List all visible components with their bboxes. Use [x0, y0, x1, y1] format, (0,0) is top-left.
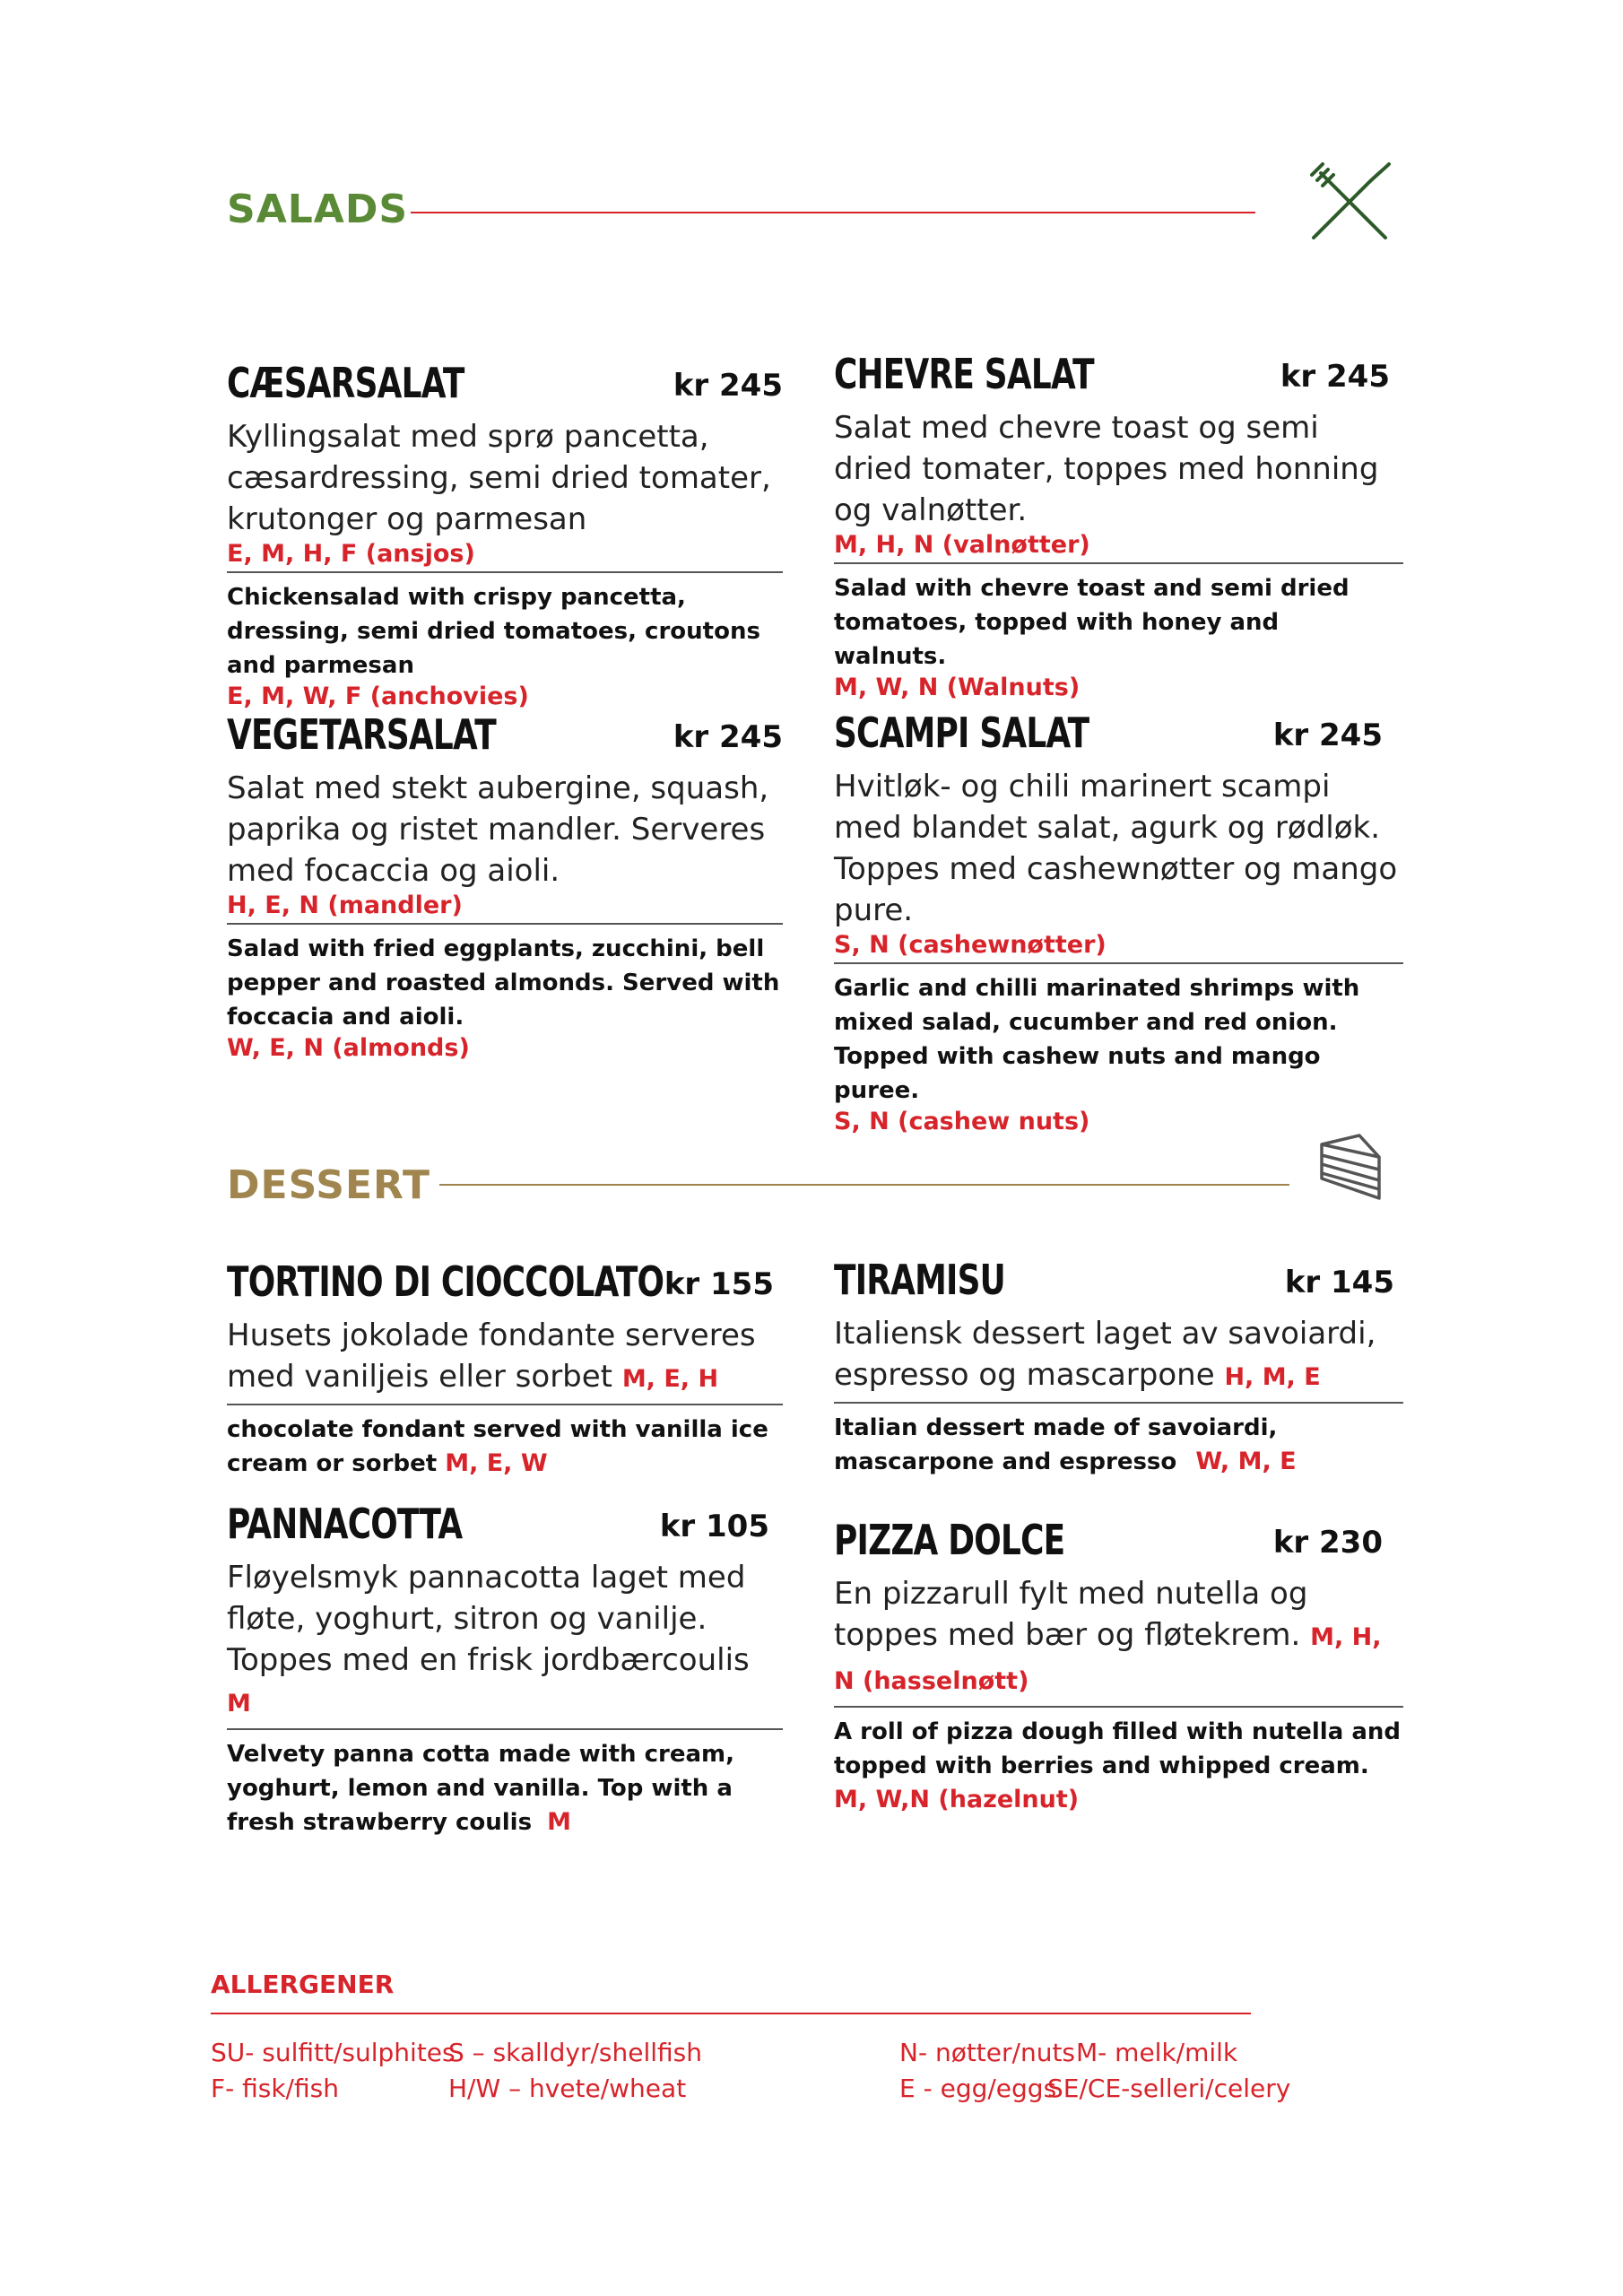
item-description-en: Chickensalad with crispy pancetta, dressing, semi dried tomatoes, croutons and parmesan — [227, 584, 760, 679]
item-allergens-no: M, H, N (valnøtter) — [834, 531, 1090, 559]
item-divider — [227, 571, 783, 573]
menu-item-scampi-salat — [834, 709, 1403, 1135]
item-price: kr 245 — [673, 368, 783, 404]
menu-item-caesarsalat — [227, 359, 783, 710]
item-description-en: Garlic and chilli marinated shrimps with mixed salad, cucumber and red onion. Topped with cashew nuts and mango puree. — [834, 975, 1360, 1104]
item-name: CÆSARSALAT — [227, 359, 464, 407]
item-description-en-text: chocolate fondant served with vanilla ice cream or sorbet — [227, 1416, 768, 1477]
legend-entry: E - egg/eggs — [899, 2074, 1057, 2103]
item-price: kr 230 — [1272, 1525, 1383, 1561]
cake-slice-icon — [1316, 1132, 1384, 1204]
dessert-title: DESSERT — [227, 1162, 430, 1208]
item-description-en — [227, 1413, 783, 1481]
dessert-divider — [439, 1184, 1289, 1186]
item-description-text: Fløyelsmyk pannacotta laget med fløte, yoghurt, sitron og vanilje. Toppes med en frisk jordbærcoulis — [227, 1560, 750, 1678]
item-description-en-text: A roll of pizza dough filled with nutella and topped with berries and whipped cream. — [834, 1718, 1401, 1779]
item-description-en: Salad with chevre toast and semi dried tomatoes, topped with honey and walnuts. — [834, 575, 1350, 670]
item-price: kr 105 — [659, 1509, 769, 1544]
item-allergens-en: M, E, W — [445, 1449, 548, 1477]
item-description — [227, 1315, 783, 1400]
item-description: Salat med stekt aubergine, squash, paprika og ristet mandler. Serveres med focaccia og aioli. — [227, 770, 769, 889]
item-name: TORTINO DI CIOCCOLATO — [227, 1257, 664, 1306]
item-description-en-text: Velvety panna cotta made with cream, yoghurt, lemon and vanilla. Top with a fresh strawberry coulis — [227, 1741, 734, 1836]
menu-item-pannacotta — [227, 1500, 783, 1839]
item-allergens-no: M — [227, 1690, 251, 1718]
item-name: PANNACOTTA — [227, 1500, 463, 1548]
item-description-en — [834, 1715, 1403, 1817]
item-name: VEGETARSALAT — [227, 710, 496, 759]
item-allergens-no: M, H, N (hasselnøtt) — [834, 1623, 1382, 1695]
item-price: kr 145 — [1284, 1265, 1394, 1300]
legend-entry: N- nøtter/nuts — [899, 2038, 1076, 2067]
item-allergens-en: W, M, E — [1195, 1448, 1297, 1475]
legend-entry: S – skalldyr/shellfish — [448, 2038, 702, 2067]
allergen-legend-divider — [211, 2013, 1251, 2014]
item-price: kr 155 — [664, 1266, 774, 1302]
item-divider — [227, 1404, 783, 1405]
item-allergens-en: M, W,N (hazelnut) — [834, 1786, 1080, 1813]
item-price: kr 245 — [1272, 718, 1383, 753]
salads-divider — [411, 212, 1255, 213]
legend-entry: H/W – hvete/wheat — [448, 2074, 687, 2103]
fork-knife-icon — [1305, 157, 1394, 247]
item-allergens-no: E, M, H, F (ansjos) — [227, 540, 475, 568]
item-allergens-no: H, E, N (mandler) — [227, 891, 463, 919]
item-description: Salat med chevre toast og semi dried tomater, toppes med honning og valnøtter. — [834, 410, 1379, 528]
item-name: TIRAMISU — [834, 1256, 1006, 1304]
item-description-text: Italiensk dessert laget av savoiardi, espresso og mascarpone — [834, 1316, 1376, 1393]
item-allergens-en: S, N (cashew nuts) — [834, 1108, 1090, 1135]
item-divider — [227, 923, 783, 925]
salads-title: SALADS — [227, 187, 409, 232]
item-name: PIZZA DOLCE — [834, 1516, 1065, 1564]
menu-item-chevre-salat — [834, 350, 1390, 701]
item-description: Kyllingsalat med sprø pancetta, cæsardressing, semi dried tomater, krutonger og parmesan — [227, 419, 771, 537]
item-price: kr 245 — [673, 719, 783, 755]
legend-entry: SE/CE-selleri/celery — [1047, 2074, 1291, 2103]
item-divider — [834, 962, 1403, 964]
legend-entry: M- melk/milk — [1076, 2038, 1238, 2067]
item-description-en-text: Italian dessert made of savoiardi, mascarpone and espresso — [834, 1414, 1278, 1475]
item-name: CHEVRE SALAT — [834, 350, 1094, 398]
item-divider — [834, 1402, 1403, 1404]
item-name: SCAMPI SALAT — [834, 709, 1089, 757]
menu-item-pizza-dolce — [834, 1516, 1403, 1817]
item-description-text: En pizzarull fylt med nutella og toppes med bær og fløtekrem. — [834, 1576, 1308, 1653]
item-divider — [834, 1706, 1403, 1708]
item-price: kr 245 — [1280, 359, 1390, 395]
legend-entry: SU- sulfitt/sulphites — [211, 2038, 456, 2067]
item-divider — [834, 562, 1403, 564]
item-allergens-no: S, N (cashewnøtter) — [834, 931, 1107, 959]
item-description — [834, 1573, 1403, 1702]
menu-item-vegetarsalat — [227, 710, 783, 1062]
item-allergens-en: W, E, N (almonds) — [227, 1034, 470, 1062]
item-allergens-en: M, W, N (Walnuts) — [834, 674, 1081, 701]
item-divider — [227, 1728, 783, 1730]
item-allergens-en: M — [547, 1808, 572, 1836]
allergen-legend-title: ALLERGENER — [211, 1970, 395, 1999]
legend-entry: F- fisk/fish — [211, 2074, 339, 2103]
item-description: Hvitløk- og chili marinert scampi med blandet salat, agurk og rødløk. Toppes med cashewnøtter og mango pure. — [834, 769, 1398, 928]
menu-item-tortino-di-cioccolato — [227, 1257, 783, 1481]
item-allergens-en: E, M, W, F (anchovies) — [227, 683, 529, 710]
item-description-en — [834, 1411, 1403, 1479]
item-description — [834, 1313, 1403, 1398]
item-description-text: Husets jokolade fondante serveres med vaniljeis eller sorbet — [227, 1318, 756, 1395]
item-allergens-no: M, E, H — [621, 1365, 719, 1393]
item-allergens-no: H, M, E — [1224, 1363, 1321, 1391]
item-description-en — [227, 1737, 783, 1839]
menu-item-tiramisu — [834, 1256, 1403, 1479]
item-description — [227, 1557, 783, 1725]
item-description-en: Salad with fried eggplants, zucchini, bell pepper and roasted almonds. Served with foccacia and aioli. — [227, 935, 780, 1031]
